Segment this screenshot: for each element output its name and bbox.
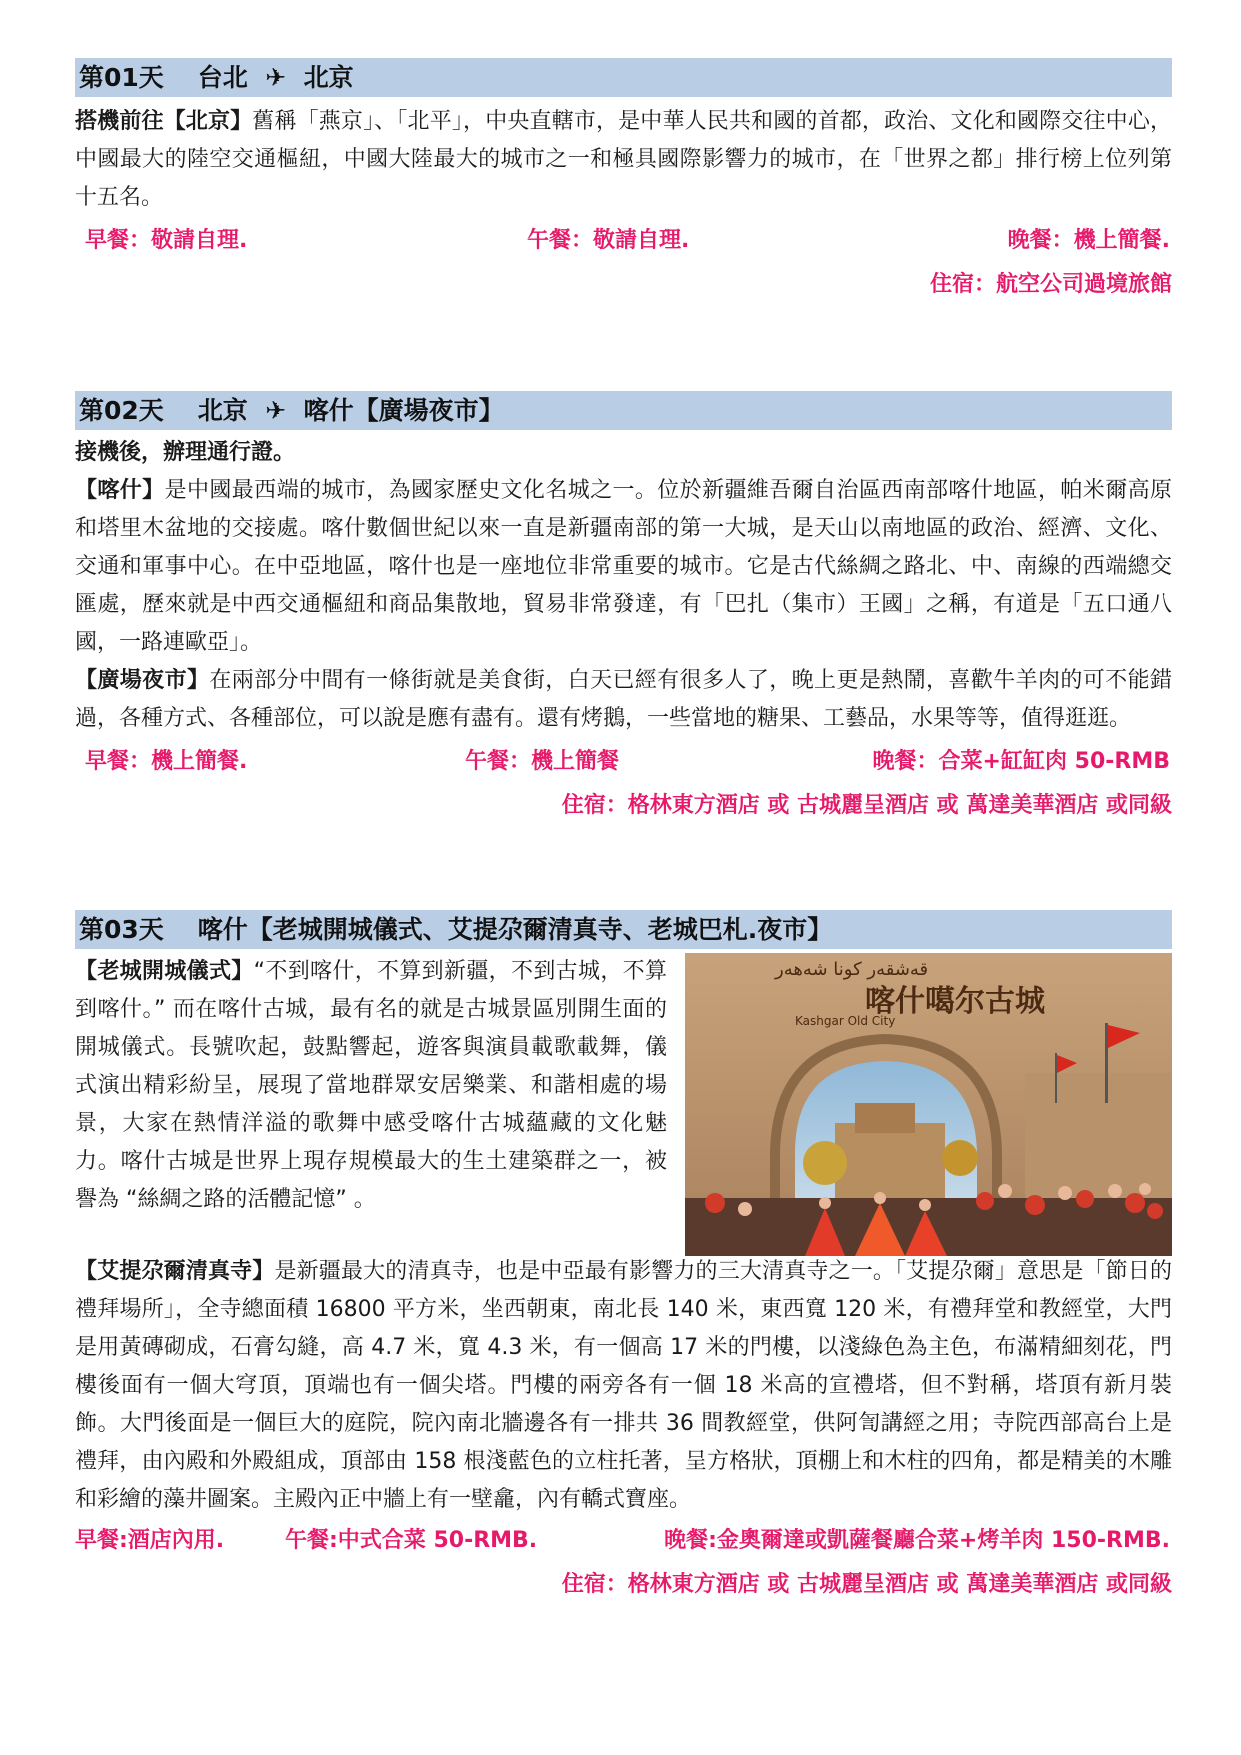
day-02-header <box>75 391 1172 430</box>
paragraph-lead: 【喀什】 <box>75 478 165 503</box>
kashgar-old-city-gate-photo <box>685 953 1172 1256</box>
lunch-info: 午餐：敬請自理. <box>527 228 690 253</box>
day-03-mosque-paragraph <box>75 1253 1172 1519</box>
day-02-intro <box>75 434 1172 472</box>
airplane-icon: ✈ <box>265 396 287 425</box>
day-01-header <box>75 58 1172 97</box>
gate-sign-chinese: 喀什噶尔古城 <box>865 984 1045 1019</box>
day-01-description <box>75 103 1172 217</box>
lunch-info: 午餐:中式合菜 50-RMB. <box>285 1528 538 1553</box>
day-label: 第01天 <box>79 63 164 92</box>
day-03-header <box>75 910 1172 949</box>
intro-text: 接機後，辦理通行證。 <box>75 440 296 465</box>
gate-sign-english: Kashgar Old City <box>795 1014 896 1028</box>
day-03-photo-block <box>75 953 1172 1253</box>
day-01-accommodation: 住宿：航空公司過境旅館 <box>929 272 1172 297</box>
day-01-meals <box>75 221 1172 261</box>
lunch-info: 午餐：機上簡餐 <box>465 749 620 774</box>
breakfast-info: 早餐:酒店內用. <box>75 1528 225 1553</box>
route-from: 北京 <box>197 396 248 425</box>
day-label: 第03天 <box>79 915 164 944</box>
route-to: 喀什【廣場夜市】 <box>303 396 504 425</box>
day-03-section <box>75 910 1172 1605</box>
paragraph-lead: 【老城開城儀式】 <box>75 959 254 984</box>
day-03-accommodation: 住宿：格林東方酒店 或 古城麗呈酒店 或 萬達美華酒店 或同級 <box>561 1572 1172 1597</box>
day-02-accommodation: 住宿：格林東方酒店 或 古城麗呈酒店 或 萬達美華酒店 或同級 <box>561 793 1172 818</box>
day-02-kashgar-paragraph <box>75 472 1172 662</box>
route-to: 北京 <box>303 63 354 92</box>
breakfast-info: 早餐：機上簡餐. <box>85 749 248 774</box>
dinner-info: 晚餐：合菜+缸缸肉 50-RMB <box>872 749 1170 774</box>
route-from: 台北 <box>197 63 248 92</box>
paragraph-lead: 搭機前往【北京】 <box>75 109 253 134</box>
day-03-meals <box>75 1521 1172 1561</box>
paragraph-text: “不到喀什，不算到新疆，不到古城，不算到喀什。” 而在喀什古城，最有名的就是古城景區別開生面的開城儀式。長號吹起，鼓點響起，遊客與演員載歌載舞，儀式演出精彩紛呈，展現了當地群眾安居樂業、和諧相處的場景，大家在熱情洋溢的歌舞中感受喀什古城蘊藏的文化魅力。喀什古城是世界上現存規模最大的生土建築群之一，被譽為 “絲綢之路的活體記憶” 。 <box>75 959 667 1212</box>
day-02-section <box>75 391 1172 826</box>
airplane-icon: ✈ <box>265 63 287 92</box>
paragraph-text: 在兩部分中間有一條街就是美食街，白天已經有很多人了，晚上更是熱鬧，喜歡牛羊肉的可不能錯過，各種方式、各種部位，可以說是應有盡有。還有烤鵝，一些當地的糖果、工藝品，水果等等，值得逛逛。 <box>75 668 1172 731</box>
dinner-info: 晚餐:金奧爾達或凱薩餐廳合菜+烤羊肉 150-RMB. <box>664 1528 1170 1553</box>
gate-sign-uyghur: قەشقەر كونا شەھەر <box>775 959 929 980</box>
paragraph-text: 舊稱「燕京」、「北平」，中央直轄市，是中華人民共和國的首都，政治、文化和國際交往中心，中國最大的陸空交通樞紐，中國大陸最大的城市之一和極具國際影響力的城市，在「世界之都」排行榜上位列第十五名。 <box>75 109 1172 210</box>
route-from: 喀什【老城開城儀式、艾提尕爾清真寺、老城巴札.夜市】 <box>197 915 833 944</box>
day-01-section <box>75 58 1172 305</box>
paragraph-text: 是新疆最大的清真寺，也是中亞最有影響力的三大清真寺之一。「艾提尕爾」意思是「節日的禮拜場所」，全寺總面積 16800 平方米，坐西朝東，南北長 140 米，東西寬 120 米，有禮拜堂和教經堂，大門是用黃磚砌成，石膏勾縫，高 4.7 米，寬 4.3 米，有一個高 17 米的門樓，以淺綠色為主色，布滿精細刻花，門樓後面有一個大穹頂，頂端也有一個尖塔。門樓的兩旁各有一個 18 米高的宣禮塔，但不對稱，塔頂有新月裝飾。大門後面是一個巨大的庭院，院內南北牆邊各有一排共 36 間教經堂，供阿訇講經之用；寺院西部高台上是禮拜，由內殿和外殿組成，頂部由 158 根淺藍色的立柱托著，呈方格狀，頂棚上和木柱的四角，都是精美的木雕和彩繪的藻井圖案。主殿內正中牆上有一壁龕，內有轎式寶座。 <box>75 1259 1172 1512</box>
breakfast-info: 早餐：敬請自理. <box>85 228 248 253</box>
day-02-night-market-paragraph <box>75 662 1172 738</box>
day-label: 第02天 <box>79 396 164 425</box>
paragraph-lead: 【艾提尕爾清真寺】 <box>75 1259 275 1284</box>
day-03-opening-ceremony-paragraph <box>75 953 667 1219</box>
dinner-info: 晚餐：機上簡餐. <box>1007 228 1170 253</box>
paragraph-lead: 【廣場夜市】 <box>75 668 210 693</box>
day-02-meals <box>75 742 1172 782</box>
paragraph-text: 是中國最西端的城市，為國家歷史文化名城之一。位於新疆維吾爾自治區西南部喀什地區，帕米爾高原和塔里木盆地的交接處。喀什數個世紀以來一直是新疆南部的第一大城，是天山以南地區的政治、經濟、文化、交通和軍事中心。在中亞地區，喀什也是一座地位非常重要的城市。它是古代絲綢之路北、中、南線的西端總交匯處，歷來就是中西交通樞紐和商品集散地，貿易非常發達，有「巴扎（集市）王國」之稱，有道是「五口通八國，一路連歐亞」。 <box>75 478 1172 655</box>
